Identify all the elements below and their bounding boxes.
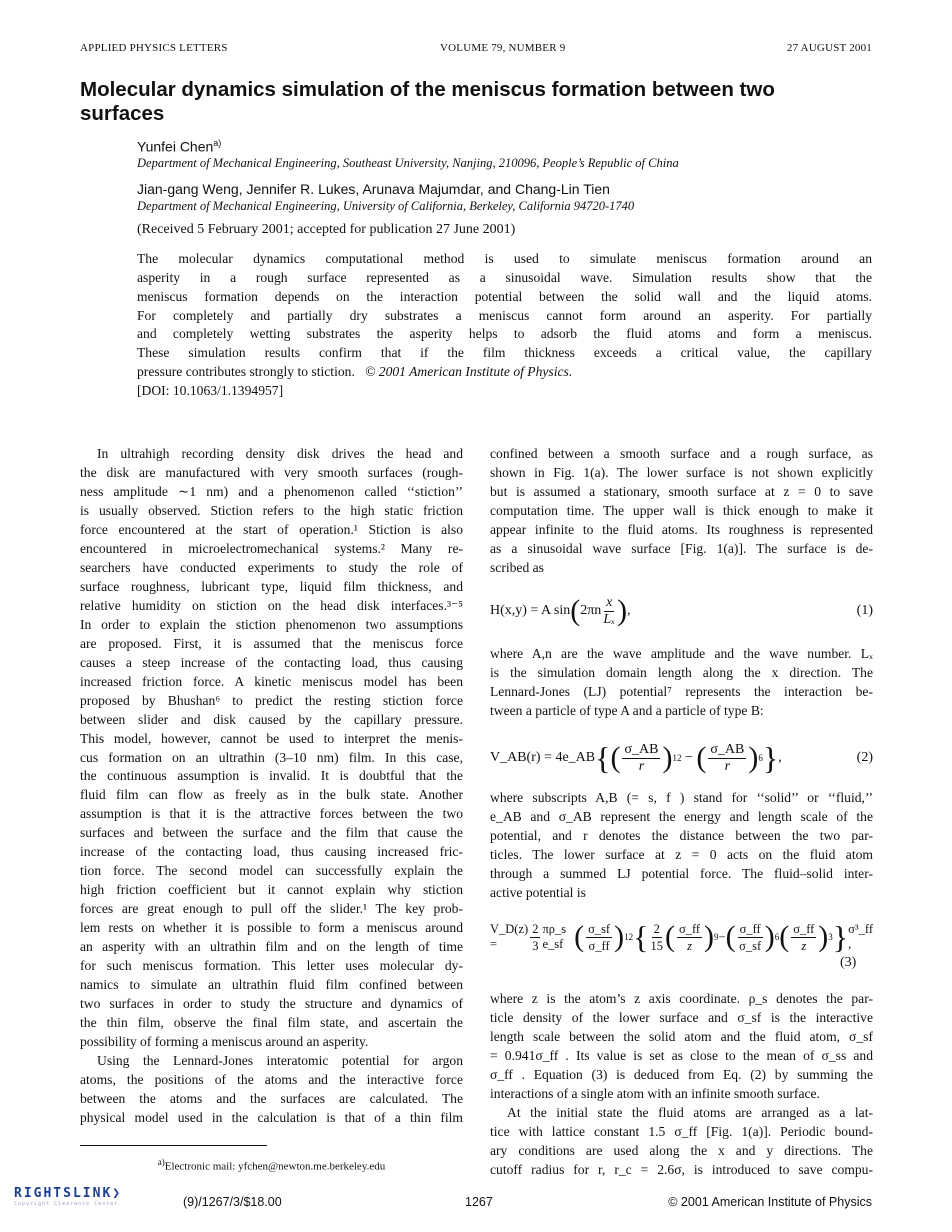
text-line: ness amplitude ∼1 nm) and a phenomenon called ‘‘stiction’’: [80, 483, 463, 499]
abstract-copyright: © 2001 American Institute of Physics.: [365, 364, 573, 380]
text-line: encountered in microelectromechanical systems.² Many re-: [80, 540, 463, 556]
eq2-minus: −: [684, 750, 693, 765]
eq2-tail: ,: [778, 750, 782, 765]
eq2-exp: 12: [672, 753, 682, 763]
eq2-exp: 6: [758, 753, 763, 763]
footnote-mark: a): [157, 1157, 165, 1167]
text-line: surfaces and between the surface and the film that cause the: [80, 825, 463, 841]
text-line: force encountered at the start of operation.¹ Stiction is also: [80, 521, 463, 537]
eq1-lhs: H(x,y) = A sin: [490, 603, 571, 618]
author-names: Yunfei Chen: [137, 138, 214, 155]
text-line: tween a particle of type A and a particle of type B:: [490, 702, 764, 718]
eq2-den: r: [724, 758, 731, 774]
right-block-3: [490, 789, 873, 903]
equation-number: (3): [840, 955, 857, 970]
text-line: physical model used in the calculation is that of a thin film: [80, 1109, 463, 1125]
text-line: between slider and disk caused by the capillary pressure.: [80, 711, 463, 727]
text-line: ticles. The lower surface at z = 0 acts on the fluid atom: [490, 846, 873, 862]
text-line: ary conditions are used along the x and y directions. The: [490, 1142, 873, 1158]
affiliation-2: Department of Mechanical Engineering, University of California, Berkeley, California 94720-1740: [137, 199, 635, 213]
author-1: [137, 138, 221, 155]
eq3-lhs: V_D(z) =: [490, 922, 529, 951]
eq3-tail: σ³_ff ,: [848, 922, 873, 951]
text-line: assumption is that it is the attractive forces between the two: [80, 806, 463, 822]
text-line: Lennard-Jones (LJ) potential⁷ represents the interaction be-: [490, 683, 873, 699]
text-line: increased friction force. A kinetic meniscus model has been: [80, 673, 463, 689]
eq2-num: σ_AB: [624, 741, 659, 757]
text-line: the continuous assumption is invalid. It is doubtful that the: [80, 768, 463, 784]
equation-number: (1): [856, 603, 873, 618]
text-line: where z is the atom’s z axis coordinate. ρ_s denotes the par-: [490, 991, 873, 1006]
text-line: potential, and r denotes the distance between the two par-: [490, 827, 873, 843]
text-line: through a summed LJ potential force. The fluid–solid inter-: [490, 865, 873, 881]
equation-number: (2): [856, 750, 873, 765]
eq3-exp: 3: [828, 932, 833, 942]
abstract-line: [137, 363, 872, 382]
eq3-den: 3: [532, 938, 539, 953]
text-line: interactions of a single atom with an infinite smooth surface.: [490, 1085, 820, 1101]
text-line: causes a steep increase of the contacting load, thus causing: [80, 654, 463, 670]
page-number: 1267: [465, 1195, 493, 1209]
text-line: cutoff radius for r, r_c = 2.6σ, is introduced to save compu-: [490, 1161, 873, 1177]
text-line: In ultrahigh recording density disk drives the head and: [97, 446, 463, 461]
eq3-exp: 12: [624, 932, 634, 942]
abstract: [137, 250, 872, 401]
text-line: This model, however, cannot be used to interpret the menis-: [80, 730, 463, 746]
text-line: tion force. The second model can successfully explain the: [80, 863, 463, 879]
text-line: cus formation on an ultrathin (3–10 nm) film. In this case,: [80, 749, 463, 765]
volume-number: VOLUME 79, NUMBER 9: [440, 42, 566, 54]
text-line: length scale between the solid atom and the fluid atom, σ_sf: [490, 1028, 873, 1044]
logo-text: RIGHTSLINK: [14, 1186, 113, 1201]
rightslink-logo[interactable]: RIGHTSLINK❯ Copyright Clearance Center: [14, 1186, 123, 1207]
text-line: computation time. The upper wall is thick enough to make it: [490, 502, 873, 518]
abstract-line: asperity in a rough surface represented as a sinusoidal wave. Simulation results show that the: [137, 269, 872, 285]
received-dates: (Received 5 February 2001; accepted for publication 27 June 2001): [137, 222, 516, 237]
text-line: σ_ff . Equation (3) is deduced from Eq. (2) by summing the: [490, 1066, 873, 1082]
equation-3: V_D(z) = $\frac{2}{3}$ πρ_s e_sf ( $\frac{\sigma\_sf}{\sigma\_ff}$ ) 12 { $\frac{2}{15}$ ( $\frac{\sigma\_ff}{z}$ ) 9 − ( $\frac{\sigma\_ff}{\sigma\_sf}$ ) 6 ( $\frac{\sigma\_ff}{z}$ ) 3 } σ³_ff ,: [490, 919, 873, 955]
eq3-num: σ_ff: [793, 921, 815, 936]
equation-2: V_AB(r) = 4e_AB { ( $\frac{\sigma\_AB}{r}$ ) 12 − ( $\frac{\sigma\_AB}{r}$ ) 6 } , (2): [490, 740, 873, 776]
text-line: ticle density of the lower surface and σ_sf is the interactive: [490, 1009, 873, 1025]
text-line: proposed by Bhushan⁶ to predict the resting stiction force: [80, 692, 463, 708]
text-line: scribed as: [490, 559, 544, 575]
equation-1: H(x,y) = A sin ( 2πn $\frac{x}{\text{Lₓ}}$ ) , (1): [490, 594, 873, 627]
abstract-end: pressure contributes strongly to stiction.: [137, 364, 355, 380]
logo-subtext: Copyright Clearance Center: [14, 1201, 119, 1207]
text-line: where A,n are the wave amplitude and the wave number. Lₓ: [490, 646, 873, 661]
eq3-minus: −: [718, 929, 726, 944]
text-line: namics to simulate an ultrathin fluid film confined between: [80, 977, 463, 993]
eq2-lhs: V_AB(r) = 4e_AB: [490, 750, 596, 765]
paper-title: Molecular dynamics simulation of the meniscus formation between two surfaces: [80, 78, 775, 125]
text-line: two surfaces in order to study the structure and dynamics of: [80, 996, 463, 1012]
text-line: possibility of forming a meniscus around an asperity.: [80, 1034, 369, 1050]
eq3-num: σ_sf: [588, 921, 611, 936]
text-line: In order to explain the stiction phenomenon two assumptions: [80, 616, 463, 632]
text-line: increase of the contacting load, thus causing increased fric-: [80, 844, 463, 860]
text-line: where subscripts A,B (= s, f ) stand for ‘‘solid’’ or ‘‘fluid,’’: [490, 790, 873, 805]
eq3-num: 2: [532, 921, 539, 936]
text-line: an asperity with an ultrathin film and on the length of time: [80, 939, 463, 955]
right-block-4: [490, 990, 873, 1180]
text-line: At the initial state the fluid atoms are arranged as a lat-: [507, 1104, 873, 1120]
text-line: searchers have conducted experiments to study the role of: [80, 559, 463, 575]
abstract-line: The molecular dynamics computational method is used to simulate meniscus formation around an: [137, 251, 872, 266]
affiliation-1: Department of Mechanical Engineering, Southeast University, Nanjing, 210096, People’s Republic of China: [137, 156, 679, 170]
text-line: tice with lattice constant 1.5 σ_ff [Fig. 1(a)]. Periodic bound-: [490, 1123, 873, 1139]
eq3-num: σ_ff: [678, 921, 701, 936]
eq3-den: σ_sf: [739, 938, 762, 953]
eq3-den: σ_ff: [588, 938, 610, 953]
text-line: is the simulation domain length along the x direction. The: [490, 664, 873, 680]
eq3-num: σ_ff: [739, 921, 761, 936]
abstract-line: meniscus formation depends on the interaction potential between the solid wall and the liquid atoms.: [137, 288, 872, 304]
text-line: high friction coefficient but it cannot explain why stiction: [80, 882, 463, 898]
text-line: forces are great enough to pull off the slider.¹ The key prob-: [80, 901, 463, 917]
text-line: e_AB and σ_AB represent the energy and length scale of the: [490, 808, 873, 824]
eq2-num: σ_AB: [710, 741, 745, 757]
eq3-num: 2: [653, 921, 660, 936]
footnote-mark: a): [213, 138, 222, 148]
text-line: the thin film, observe the final film state, and ascertain the: [80, 1015, 463, 1031]
text-line: fluid film can flow as freely as in the bulk state. Another: [80, 787, 463, 803]
eq3-den: z: [801, 938, 807, 953]
eq1-arg: 2πn: [580, 603, 602, 618]
text-line: but is assumed a stationary, smooth surface at z = 0 to save: [490, 483, 873, 499]
abstract-line: For completely and partially dry substrates a meniscus cannot form around an asperity. For partially: [137, 307, 872, 323]
text-line: relative humidity on stiction on the head disk interfaces.³⁻⁵: [80, 597, 463, 613]
text-line: are proposed. First, it is assumed that the meniscus force: [80, 635, 463, 651]
text-line: = 0.941σ_ff . Its value is set as close to the mean of σ_ss and: [490, 1047, 873, 1063]
right-block-2: [490, 645, 873, 721]
eq3-exp: 6: [774, 932, 780, 942]
footnote-text: Electronic mail: yfchen@newton.me.berkeley.edu: [164, 1160, 386, 1173]
footer-copyright: © 2001 American Institute of Physics: [668, 1195, 872, 1209]
text-line: lem rests on whether it is possible to form a meniscus around: [80, 920, 463, 936]
text-line: active potential is: [490, 884, 586, 900]
text-line: surface roughness, lubricant type, liquid film thickness, and: [80, 578, 463, 594]
text-line: between the atoms and the surfaces are calculated. The: [80, 1090, 463, 1106]
eq1-tail: ,: [627, 603, 631, 618]
eq3-den: 15: [650, 938, 663, 953]
eq3-mid: πρ_s e_sf: [542, 922, 567, 951]
eq1-den: Lₓ: [603, 611, 616, 627]
text-line: is usually observed. Stiction refers to the high static friction: [80, 502, 463, 518]
eq1-num: x: [606, 594, 613, 610]
text-line: the disk are manufactured with very smooth surfaces (rough-: [80, 464, 463, 480]
abstract-line: and completely wetting substrates the asperity helps to adsorb the fluid atoms and form a meniscus.: [137, 326, 872, 342]
right-block-1: [490, 445, 873, 578]
text-line: atoms, the positions of the atoms and the interactive force: [80, 1071, 463, 1087]
text-line: shown in Fig. 1(a). The lower surface is not shown explicitly: [490, 464, 873, 480]
footnote-divider: [80, 1145, 267, 1146]
author-2: Jian-gang Weng, Jennifer R. Lukes, Arunava Majumdar, and Chang-Lin Tien: [137, 181, 610, 197]
text-line: appear infinite to the fluid atoms. Its roughness is represented: [490, 521, 873, 537]
text-line: for such meniscus formation. This letter uses molecular dy-: [80, 958, 463, 974]
text-line: as a sinusoidal wave surface [Fig. 1(a)]. The surface is de-: [490, 540, 873, 556]
abstract-line: These simulation results confirm that if the film thickness exceeds a critical value, the capillary: [137, 345, 872, 361]
doi: [DOI: 10.1063/1.1394957]: [137, 382, 284, 398]
journal-name: APPLIED PHYSICS LETTERS: [80, 42, 228, 54]
left-column: [80, 445, 463, 1128]
eq2-den: r: [638, 758, 645, 774]
eq3-den: z: [687, 938, 692, 953]
text-line: Using the Lennard-Jones interatomic potential for argon: [97, 1053, 463, 1068]
footnote: [80, 1157, 463, 1173]
eq3-exp: 9: [714, 932, 719, 942]
article-code: (9)/1267/3/$18.00: [183, 1195, 282, 1209]
issue-date: 27 AUGUST 2001: [786, 42, 872, 54]
text-line: confined between a smooth surface and a rough surface, as: [490, 446, 873, 461]
